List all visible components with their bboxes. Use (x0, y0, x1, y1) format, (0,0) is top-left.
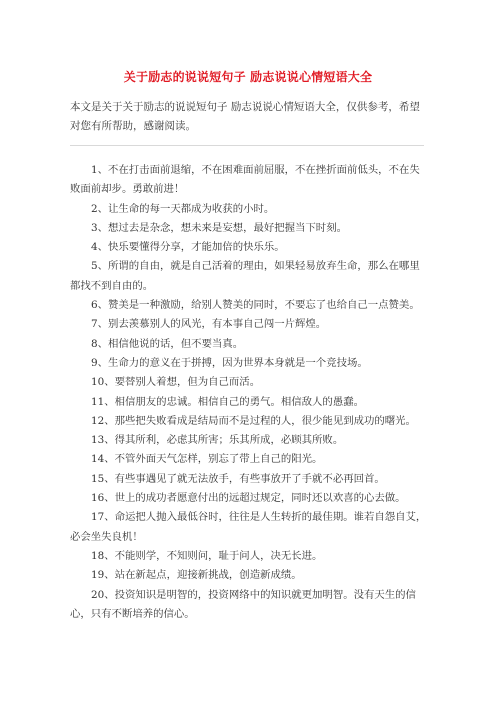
list-item: 6、赞美是一种激励，给别人赞美的同时，不要忘了也给自己一点赞美。 (91, 299, 420, 312)
quote-list (70, 161, 428, 624)
list-item: 19、站在新起点，迎接新挑战，创造新成绩。 (91, 569, 302, 582)
page-title: 关于励志的说说短句子 励志说说心情短语大全 (123, 70, 373, 84)
list-item: 11、相信朋友的忠诚。相信自己的勇气。相信敌人的愚蠢。 (91, 395, 364, 408)
list-item: 17、命运把人抛入最低谷时，往往是人生转折的最佳期。谁若自怨自艾，必会坐失良机！ (70, 511, 427, 543)
list-item: 14、不管外面天气怎样，别忘了带上自己的阳光。 (91, 453, 323, 466)
list-item: 2、让生命的每一天都成为收获的小时。 (91, 202, 275, 215)
list-item: 1、不在打击面前退缩，不在困难面前屈服，不在挫折面前低头，不在失败面前却步。勇敢前进！ (70, 164, 420, 196)
list-item: 16、世上的成功者愿意付出的远超过规定，同时还以欢喜的心去做。 (91, 492, 406, 505)
list-item: 18、不能则学，不知则问，耻于问人，决无长进。 (91, 549, 323, 562)
list-item: 13、得其所利，必虑其所害；乐其所成，必顾其所败。 (91, 434, 344, 447)
list-item: 10、要替别人着想，但为自己而活。 (91, 376, 261, 389)
intro-paragraph: 本文是关于关于励志的说说短句子 励志说说心情短语大全，仅供参考，希望对您有所帮助，感谢阅读。 (70, 101, 420, 132)
list-item: 4、快乐要懂得分享，才能加倍的快乐乐。 (91, 241, 285, 254)
list-item: 15、有些事遇见了就无法放手，有些事放开了手就不必再回首。 (91, 472, 385, 485)
list-item: 20、投资知识是明智的，投资网络中的知识就更加明智。没有天生的信心，只有不断培养的信心。 (70, 588, 416, 620)
list-item: 9、生命力的意义在于拼搏，因为世界本身就是一个竞技场。 (91, 356, 368, 369)
list-item: 8、相信他说的话，但不要当真。 (91, 337, 244, 350)
list-item: 5、所谓的自由，就是自己活着的理由，如果轻易放弃生命，那么在哪里都找不到自由的。 (70, 260, 420, 292)
list-item: 7、别去羡慕别人的风光，有本事自己闯一片辉煌。 (91, 318, 327, 331)
divider (70, 145, 424, 146)
list-item: 12、那些把失败看成是结局而不是过程的人，很少能见到成功的曙光。 (91, 414, 416, 427)
list-item: 3、想过去是杂念，想未来是妄想，最好把握当下时刻。 (91, 221, 347, 234)
